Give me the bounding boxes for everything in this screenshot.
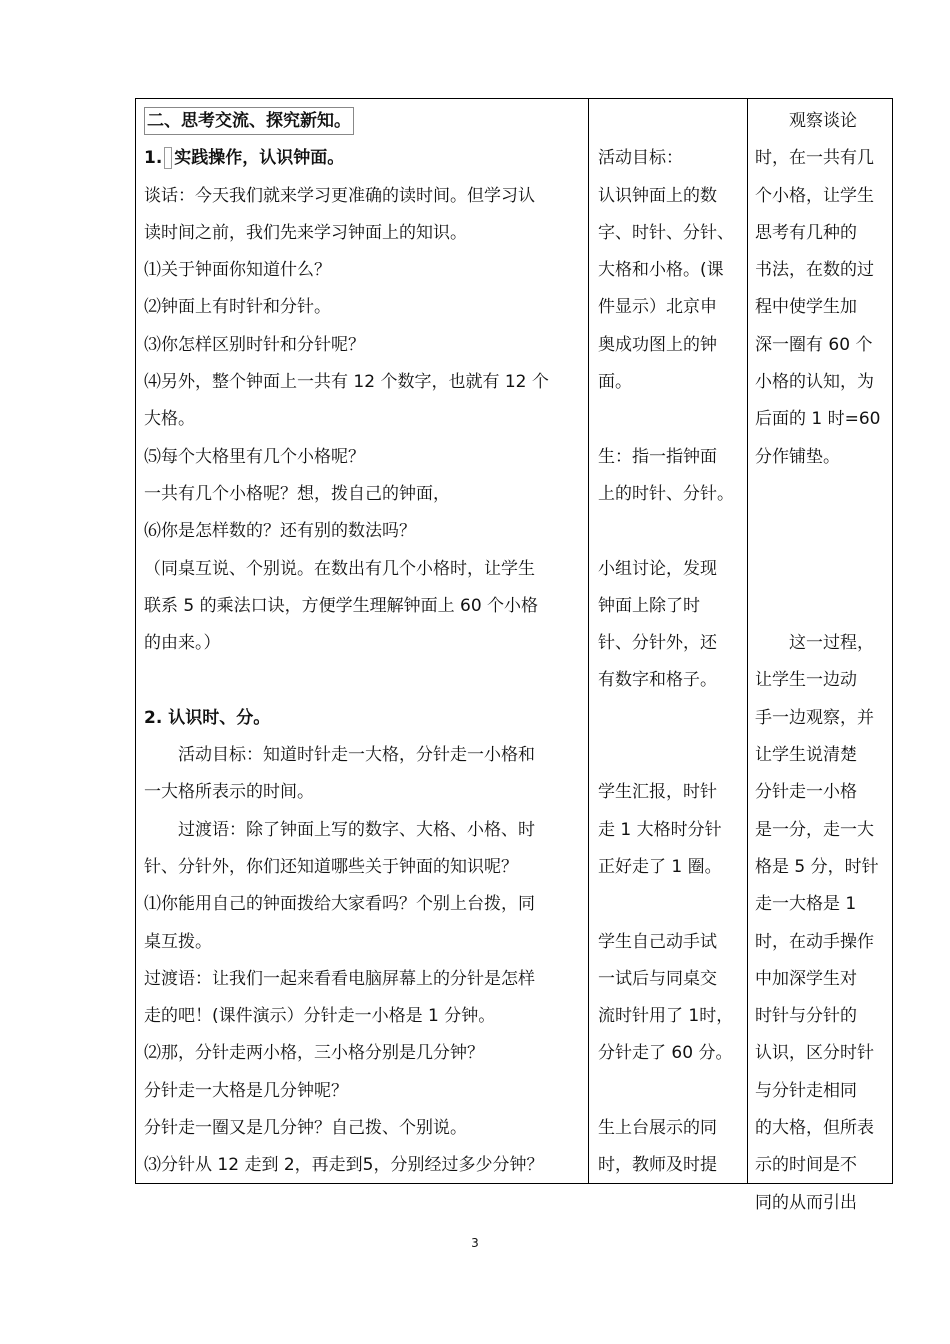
item1-heading: 1. 实践操作，认识钟面。 <box>144 148 345 169</box>
lesson-plan-table <box>135 98 893 1213</box>
note-line: 是一分，走一大 <box>755 819 874 840</box>
content-line: 活动目标：知道时针走一大格，分针走一小格和 <box>178 745 535 766</box>
content-line: 的由来。） <box>144 633 221 654</box>
content-line: 联系 5 的乘法口诀，方便学生理解钟面上 60 个小格 <box>144 595 539 616</box>
content-line: ⑴关于钟面你知道什么？ <box>144 260 331 281</box>
note-line: 小格的认知，为 <box>755 372 874 393</box>
note-line: 程中使学生加 <box>755 297 857 318</box>
activity-line: 钟面上除了时 <box>598 595 700 616</box>
student-activity-column <box>589 99 747 1183</box>
activity-line: 认识钟面上的数 <box>598 185 717 206</box>
note-line: 走一大格是 1 <box>755 894 857 915</box>
content-line: （同桌互说、个别说。在数出有几个小格时，让学生 <box>144 558 535 579</box>
note-line: 后面的 1 时=60 <box>755 409 881 430</box>
note-line: 观察谈论 <box>789 111 857 131</box>
content-line: 大格。 <box>144 409 195 430</box>
note-line: 示的时间是不 <box>755 1155 857 1176</box>
content-line: ⑴你能用自己的钟面拨给大家看吗？个别上台拨，同 <box>144 894 535 915</box>
activity-line: 奥成功图上的钟 <box>598 334 717 355</box>
note-line: 与分针走相同 <box>755 1080 857 1101</box>
note-line: 个小格，让学生 <box>755 185 874 206</box>
activity-line: 学生自己动手试 <box>598 931 717 952</box>
activity-line: 流时针用了 1时， <box>598 1006 734 1027</box>
content-line: ⑵钟面上有时针和分针。 <box>144 297 331 318</box>
section-title: 二、思考交流、探究新知。 <box>144 107 354 135</box>
note-line: 的大格，但所表 <box>755 1118 874 1139</box>
note-line: 让学生一边动 <box>755 670 857 691</box>
activity-line: 正好走了 1 圈。 <box>598 856 722 877</box>
content-line: ⑹你是怎样数的？还有别的数法吗？ <box>144 521 416 542</box>
teaching-content-column <box>136 99 588 1183</box>
note-line: 格是 5 分，时针 <box>755 856 879 877</box>
activity-line: 走 1 大格时分针 <box>598 819 722 840</box>
note-line: 认识，区分时针 <box>755 1043 874 1064</box>
activity-line: 有数字和格子。 <box>598 670 717 691</box>
note-line: 中加深学生对 <box>755 968 857 989</box>
content-line: 分针走一圈又是几分钟？自己拨、个别说。 <box>144 1118 467 1139</box>
content-line: 过渡语：让我们一起来看看电脑屏幕上的分针是怎样 <box>144 968 535 989</box>
activity-line: 分针走了 60 分。 <box>598 1043 733 1064</box>
note-line: 让学生说清楚 <box>755 745 857 766</box>
content-line: 桌互拨。 <box>144 931 212 952</box>
note-line: 深一圈有 60 个 <box>755 334 873 355</box>
activity-line: 上的时针、分针。 <box>598 483 734 504</box>
activity-line: 生：指一指钟面 <box>598 446 717 467</box>
note-line: 手一边观察，并 <box>755 707 874 728</box>
note-line: 书法，在数的过 <box>755 260 874 281</box>
activity-line: 小组讨论，发现 <box>598 558 717 579</box>
activity-line: 面。 <box>598 372 632 393</box>
text-cursor-box <box>164 147 172 169</box>
content-line: ⑶分针从 12 走到 2，再走到5，分别经过多少分钟？ <box>144 1155 544 1176</box>
note-line: 思考有几种的 <box>755 222 857 243</box>
activity-line: 件显示）北京申 <box>598 297 717 318</box>
activity-line: 针、分针外，还 <box>598 633 717 654</box>
content-line: 分针走一大格是几分钟呢？ <box>144 1080 348 1101</box>
note-line: 分针走一小格 <box>755 782 857 803</box>
content-line: ⑷另外，整个钟面上一共有 12 个数字，也就有 12 个 <box>144 372 549 393</box>
activity-line: 大格和小格。(课 <box>598 260 724 281</box>
page-number: 3 <box>471 1236 479 1250</box>
activity-line: 时，教师及时提 <box>598 1155 717 1176</box>
note-line: 这一过程， <box>789 633 874 654</box>
design-notes-column <box>748 99 893 1213</box>
content-line: 一共有几个小格呢？想，拨自己的钟面， <box>144 483 450 504</box>
note-line: 同的从而引出 <box>755 1192 857 1213</box>
content-line: ⑵那，分针走两小格，三小格分别是几分钟？ <box>144 1043 484 1064</box>
content-line: 读时间之前，我们先来学习钟面上的知识。 <box>144 222 467 243</box>
content-line: 走的吧！(课件演示）分针走一小格是 1 分钟。 <box>144 1006 496 1027</box>
activity-line: 一试后与同桌交 <box>598 968 717 989</box>
content-line: 一大格所表示的时间。 <box>144 782 314 803</box>
content-line: 针、分针外，你们还知道哪些关于钟面的知识呢？ <box>144 856 518 877</box>
note-line: 分作铺垫。 <box>755 446 840 467</box>
note-line: 时，在一共有几 <box>755 148 874 169</box>
item2-heading: 2. 认识时、分。 <box>144 707 271 728</box>
activity-line: 活动目标： <box>598 148 683 169</box>
note-line: 时针与分针的 <box>755 1006 857 1027</box>
content-line: ⑸每个大格里有几个小格呢？ <box>144 446 365 467</box>
content-line: ⑶你怎样区别时针和分针呢？ <box>144 334 365 355</box>
activity-line: 字、时针、分针、 <box>598 222 734 243</box>
content-line: 过渡语：除了钟面上写的数字、大格、小格、时 <box>178 819 535 840</box>
activity-line: 学生汇报，时针 <box>598 782 717 803</box>
activity-line: 生上台展示的同 <box>598 1118 717 1139</box>
note-line: 时，在动手操作 <box>755 931 874 952</box>
content-line: 谈话：今天我们就来学习更准确的读时间。但学习认 <box>144 185 535 206</box>
